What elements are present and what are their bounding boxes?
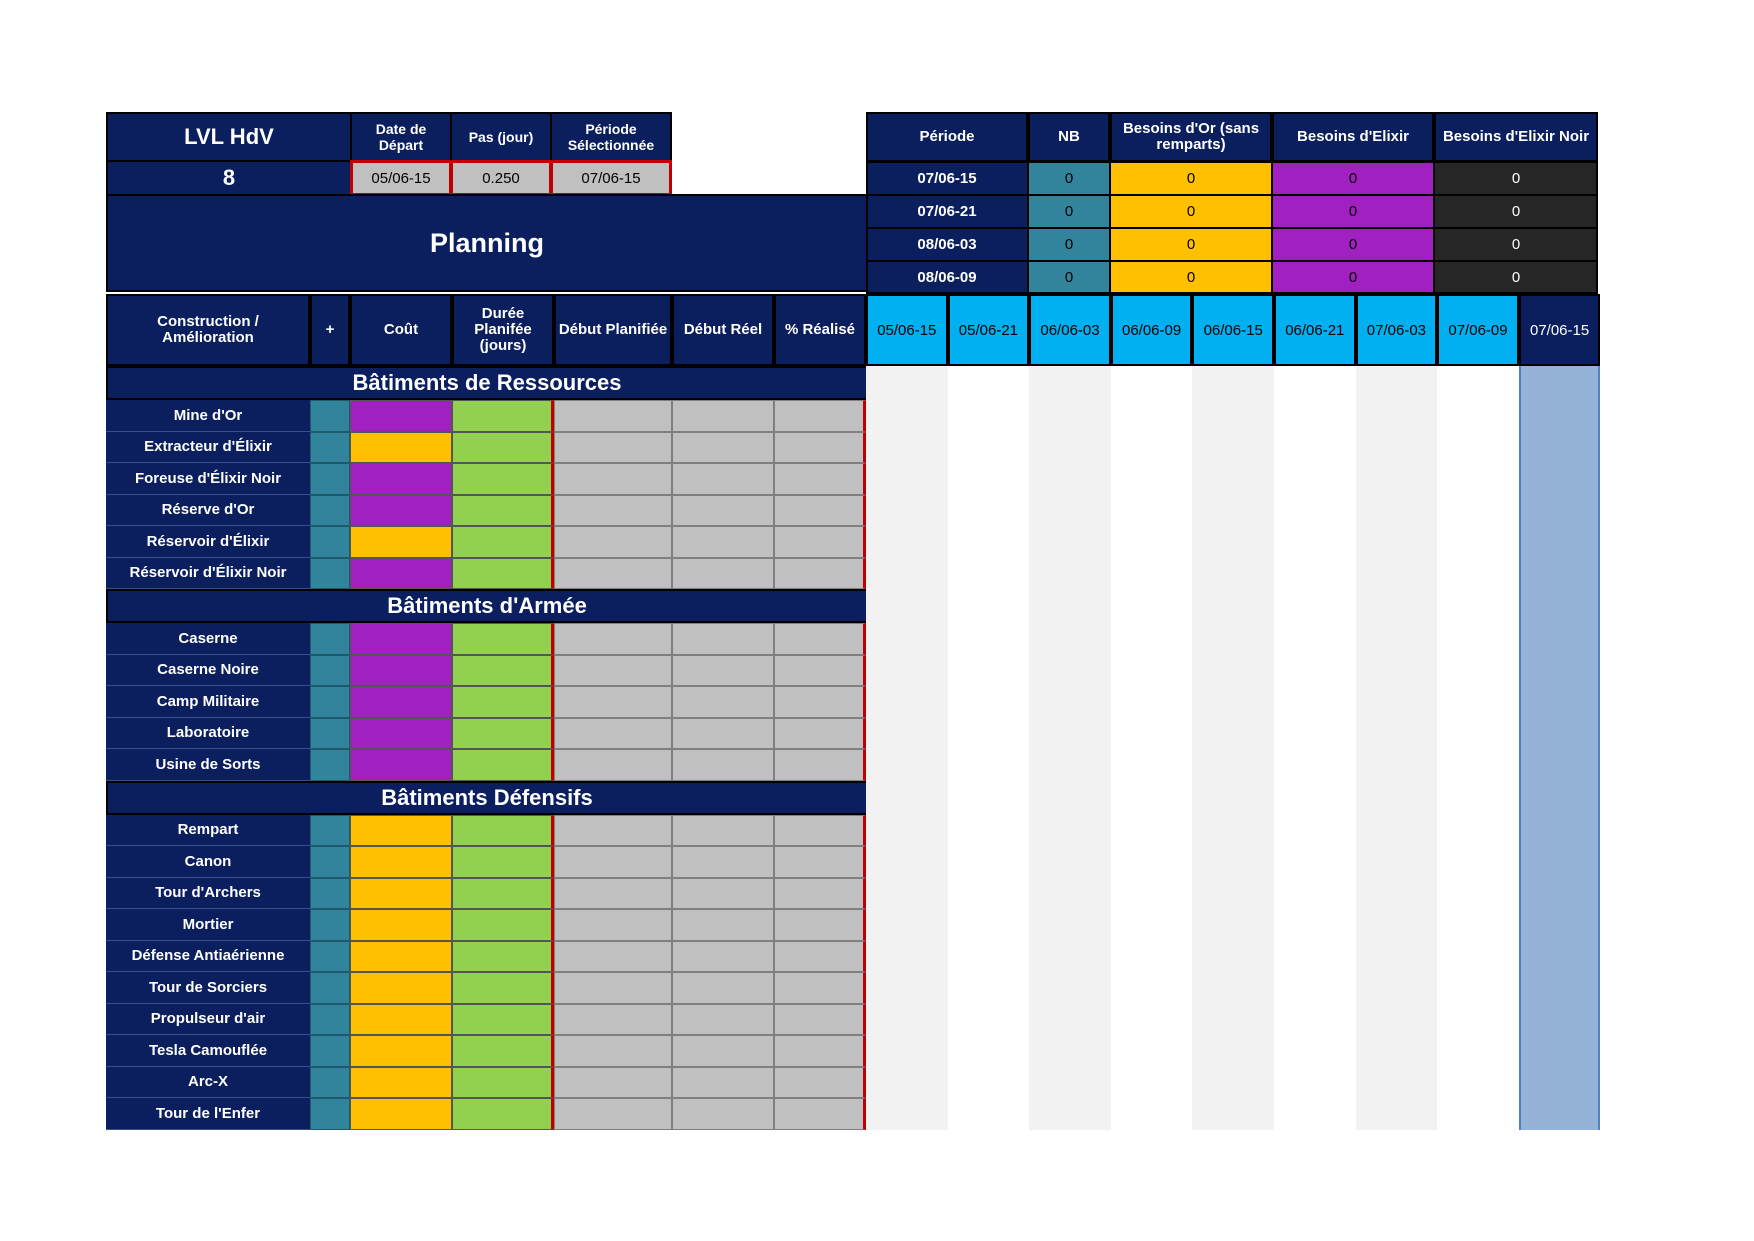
plus-cell[interactable] <box>310 972 350 1004</box>
debut-reel-cell[interactable] <box>672 1067 774 1099</box>
building-name: Réserve d'Or <box>106 495 310 527</box>
duration-cell[interactable] <box>452 463 554 495</box>
realise-cell[interactable] <box>774 1067 866 1099</box>
plus-cell[interactable] <box>310 1004 350 1036</box>
debut-reel-cell[interactable] <box>672 495 774 527</box>
cost-cell[interactable] <box>350 686 452 718</box>
duration-cell[interactable] <box>452 941 554 973</box>
plus-cell[interactable] <box>310 623 350 655</box>
building-name: Tesla Camouflée <box>106 1035 310 1067</box>
duration-cell[interactable] <box>452 1035 554 1067</box>
plus-cell[interactable] <box>310 400 350 432</box>
duration-cell[interactable] <box>452 972 554 1004</box>
debut-reel-cell[interactable] <box>672 558 774 590</box>
cost-cell[interactable] <box>350 815 452 847</box>
cost-cell[interactable] <box>350 718 452 750</box>
pas-jour-input[interactable]: 0.250 <box>450 160 552 196</box>
summary-nb-cell: 0 <box>1028 162 1110 195</box>
plus-cell[interactable] <box>310 495 350 527</box>
column-header-duree: Durée Planifée (jours) <box>452 294 554 366</box>
summary-elixir-cell: 0 <box>1272 162 1434 195</box>
debut-planifiee-cell <box>554 526 672 558</box>
lvl-hdv-value[interactable]: 8 <box>106 160 352 196</box>
column-header-debut-planifiee: Début Planifiée <box>554 294 672 366</box>
timeline-period[interactable]: 07/06-03 <box>1356 294 1438 366</box>
cost-cell[interactable] <box>350 1098 452 1130</box>
column-header-cout: Coût <box>350 294 452 366</box>
column-header-plus: + <box>310 294 350 366</box>
realise-cell[interactable] <box>774 558 866 590</box>
realise-cell[interactable] <box>774 655 866 687</box>
summary-noir-cell: 0 <box>1434 162 1598 195</box>
duration-cell[interactable] <box>452 815 554 847</box>
realise-cell[interactable] <box>774 623 866 655</box>
debut-reel-cell[interactable] <box>672 686 774 718</box>
cost-cell[interactable] <box>350 1035 452 1067</box>
building-name: Camp Militaire <box>106 686 310 718</box>
timeline-column-selected <box>1519 366 1601 1130</box>
debut-planifiee-cell <box>554 686 672 718</box>
debut-planifiee-cell <box>554 463 672 495</box>
debut-reel-cell[interactable] <box>672 815 774 847</box>
debut-planifiee-cell <box>554 495 672 527</box>
pas-jour-label: Pas (jour) <box>450 112 552 162</box>
cost-cell[interactable] <box>350 623 452 655</box>
timeline-column <box>1192 366 1274 1130</box>
section-title: Bâtiments Défensifs <box>106 781 868 815</box>
plus-cell[interactable] <box>310 1035 350 1067</box>
realise-cell[interactable] <box>774 1098 866 1130</box>
summary-header-periode: Période <box>866 112 1028 162</box>
duration-cell[interactable] <box>452 878 554 910</box>
timeline-column <box>1356 366 1438 1130</box>
realise-cell[interactable] <box>774 1035 866 1067</box>
timeline-period[interactable]: 05/06-21 <box>948 294 1030 366</box>
summary-or-cell: 0 <box>1110 162 1272 195</box>
debut-planifiee-cell <box>554 749 672 781</box>
cost-cell[interactable] <box>350 432 452 464</box>
timeline-period[interactable]: 06/06-15 <box>1192 294 1274 366</box>
building-name: Extracteur d'Élixir <box>106 432 310 464</box>
realise-cell[interactable] <box>774 1004 866 1036</box>
debut-reel-cell[interactable] <box>672 1035 774 1067</box>
building-name: Rempart <box>106 815 310 847</box>
plus-cell[interactable] <box>310 655 350 687</box>
realise-cell[interactable] <box>774 846 866 878</box>
building-name: Propulseur d'air <box>106 1004 310 1036</box>
debut-reel-cell[interactable] <box>672 463 774 495</box>
realise-cell[interactable] <box>774 909 866 941</box>
timeline-column <box>1274 366 1356 1130</box>
building-name: Laboratoire <box>106 718 310 750</box>
summary-periode-cell: 07/06-15 <box>866 162 1028 195</box>
duration-cell[interactable] <box>452 1098 554 1130</box>
timeline-period[interactable]: 05/06-15 <box>866 294 948 366</box>
section-title: Bâtiments d'Armée <box>106 589 868 623</box>
cost-cell[interactable] <box>350 846 452 878</box>
cost-cell[interactable] <box>350 1067 452 1099</box>
duration-cell[interactable] <box>452 846 554 878</box>
summary-or-cell: 0 <box>1110 261 1272 294</box>
building-name: Caserne <box>106 623 310 655</box>
summary-header-or: Besoins d'Or (sans remparts) <box>1110 112 1272 162</box>
building-name: Réservoir d'Élixir Noir <box>106 558 310 590</box>
debut-reel-cell[interactable] <box>672 1098 774 1130</box>
realise-cell[interactable] <box>774 972 866 1004</box>
summary-nb-cell: 0 <box>1028 261 1110 294</box>
plus-cell[interactable] <box>310 718 350 750</box>
periode-selectionnee-label: Période Sélectionnée <box>550 112 672 162</box>
realise-cell[interactable] <box>774 718 866 750</box>
plus-cell[interactable] <box>310 1067 350 1099</box>
debut-planifiee-cell <box>554 878 672 910</box>
timeline-column <box>1437 366 1519 1130</box>
realise-cell[interactable] <box>774 749 866 781</box>
debut-planifiee-cell <box>554 1098 672 1130</box>
column-header-construction: Construction / Amélioration <box>106 294 310 366</box>
summary-header-noir: Besoins d'Elixir Noir <box>1434 112 1598 162</box>
date-depart-input[interactable]: 05/06-15 <box>350 160 452 196</box>
debut-reel-cell[interactable] <box>672 909 774 941</box>
cost-cell[interactable] <box>350 941 452 973</box>
debut-reel-cell[interactable] <box>672 400 774 432</box>
duration-cell[interactable] <box>452 655 554 687</box>
duration-cell[interactable] <box>452 623 554 655</box>
building-name: Tour de Sorciers <box>106 972 310 1004</box>
duration-cell[interactable] <box>452 558 554 590</box>
debut-planifiee-cell <box>554 655 672 687</box>
duration-cell[interactable] <box>452 1067 554 1099</box>
debut-planifiee-cell <box>554 400 672 432</box>
plus-cell[interactable] <box>310 1098 350 1130</box>
building-name: Canon <box>106 846 310 878</box>
plus-cell[interactable] <box>310 686 350 718</box>
debut-planifiee-cell <box>554 909 672 941</box>
plus-cell[interactable] <box>310 749 350 781</box>
debut-planifiee-cell <box>554 941 672 973</box>
building-name: Défense Antiaérienne <box>106 941 310 973</box>
plus-cell[interactable] <box>310 878 350 910</box>
debut-reel-cell[interactable] <box>672 718 774 750</box>
summary-noir-cell: 0 <box>1434 228 1598 261</box>
summary-elixir-cell: 0 <box>1272 195 1434 228</box>
debut-reel-cell[interactable] <box>672 941 774 973</box>
building-name: Foreuse d'Élixir Noir <box>106 463 310 495</box>
debut-reel-cell[interactable] <box>672 432 774 464</box>
debut-reel-cell[interactable] <box>672 846 774 878</box>
duration-cell[interactable] <box>452 400 554 432</box>
summary-periode-cell: 08/06-09 <box>866 261 1028 294</box>
duration-cell[interactable] <box>452 432 554 464</box>
debut-reel-cell[interactable] <box>672 655 774 687</box>
summary-noir-cell: 0 <box>1434 261 1598 294</box>
debut-reel-cell[interactable] <box>672 623 774 655</box>
date-depart-label: Date de Départ <box>350 112 452 162</box>
debut-planifiee-cell <box>554 846 672 878</box>
duration-cell[interactable] <box>452 749 554 781</box>
summary-periode-cell: 08/06-03 <box>866 228 1028 261</box>
debut-reel-cell[interactable] <box>672 749 774 781</box>
timeline-column <box>1111 366 1193 1130</box>
cost-cell[interactable] <box>350 495 452 527</box>
duration-cell[interactable] <box>452 526 554 558</box>
column-header-debut-reel: Début Réel <box>672 294 774 366</box>
debut-planifiee-cell <box>554 1067 672 1099</box>
realise-cell[interactable] <box>774 941 866 973</box>
duration-cell[interactable] <box>452 495 554 527</box>
duration-cell[interactable] <box>452 1004 554 1036</box>
plus-cell[interactable] <box>310 846 350 878</box>
cost-cell[interactable] <box>350 463 452 495</box>
debut-reel-cell[interactable] <box>672 1004 774 1036</box>
plus-cell[interactable] <box>310 558 350 590</box>
debut-planifiee-cell <box>554 1004 672 1036</box>
cost-cell[interactable] <box>350 400 452 432</box>
timeline-column <box>1029 366 1111 1130</box>
cost-cell[interactable] <box>350 878 452 910</box>
building-name: Tour d'Archers <box>106 878 310 910</box>
building-name: Arc-X <box>106 1067 310 1099</box>
debut-reel-cell[interactable] <box>672 878 774 910</box>
column-header-realise: % Réalisé <box>774 294 866 366</box>
realise-cell[interactable] <box>774 526 866 558</box>
cost-cell[interactable] <box>350 1004 452 1036</box>
realise-cell[interactable] <box>774 878 866 910</box>
timeline-column <box>948 366 1030 1130</box>
duration-cell[interactable] <box>452 686 554 718</box>
debut-planifiee-cell <box>554 972 672 1004</box>
summary-or-cell: 0 <box>1110 228 1272 261</box>
summary-header-nb: NB <box>1028 112 1110 162</box>
cost-cell[interactable] <box>350 558 452 590</box>
building-name: Réservoir d'Élixir <box>106 526 310 558</box>
summary-nb-cell: 0 <box>1028 195 1110 228</box>
timeline-period-selected[interactable]: 07/06-15 <box>1519 294 1601 366</box>
cost-cell[interactable] <box>350 749 452 781</box>
debut-planifiee-cell <box>554 623 672 655</box>
plus-cell[interactable] <box>310 432 350 464</box>
cost-cell[interactable] <box>350 655 452 687</box>
timeline-period[interactable]: 06/06-21 <box>1274 294 1356 366</box>
periode-selectionnee-input[interactable]: 07/06-15 <box>550 160 672 196</box>
timeline-period[interactable]: 07/06-09 <box>1437 294 1519 366</box>
debut-reel-cell[interactable] <box>672 526 774 558</box>
summary-periode-cell: 07/06-21 <box>866 195 1028 228</box>
summary-elixir-cell: 0 <box>1272 228 1434 261</box>
realise-cell[interactable] <box>774 400 866 432</box>
summary-or-cell: 0 <box>1110 195 1272 228</box>
debut-planifiee-cell <box>554 1035 672 1067</box>
building-name: Mine d'Or <box>106 400 310 432</box>
summary-nb-cell: 0 <box>1028 228 1110 261</box>
cost-cell[interactable] <box>350 526 452 558</box>
building-name: Usine de Sorts <box>106 749 310 781</box>
timeline-period[interactable]: 06/06-09 <box>1111 294 1193 366</box>
cost-cell[interactable] <box>350 909 452 941</box>
building-name: Mortier <box>106 909 310 941</box>
plus-cell[interactable] <box>310 526 350 558</box>
building-name: Tour de l'Enfer <box>106 1098 310 1130</box>
timeline-column <box>866 366 948 1130</box>
plus-cell[interactable] <box>310 941 350 973</box>
section-title: Bâtiments de Ressources <box>106 366 868 400</box>
summary-elixir-cell: 0 <box>1272 261 1434 294</box>
timeline-period[interactable]: 06/06-03 <box>1029 294 1111 366</box>
duration-cell[interactable] <box>452 909 554 941</box>
realise-cell[interactable] <box>774 432 866 464</box>
debut-planifiee-cell <box>554 432 672 464</box>
realise-cell[interactable] <box>774 495 866 527</box>
debut-planifiee-cell <box>554 558 672 590</box>
realise-cell[interactable] <box>774 463 866 495</box>
realise-cell[interactable] <box>774 686 866 718</box>
debut-reel-cell[interactable] <box>672 972 774 1004</box>
plus-cell[interactable] <box>310 909 350 941</box>
summary-header-elixir: Besoins d'Elixir <box>1272 112 1434 162</box>
debut-planifiee-cell <box>554 718 672 750</box>
plus-cell[interactable] <box>310 463 350 495</box>
planning-title: Planning <box>106 194 868 292</box>
duration-cell[interactable] <box>452 718 554 750</box>
building-name: Caserne Noire <box>106 655 310 687</box>
summary-noir-cell: 0 <box>1434 195 1598 228</box>
realise-cell[interactable] <box>774 815 866 847</box>
lvl-hdv-label: LVL HdV <box>106 112 352 162</box>
plus-cell[interactable] <box>310 815 350 847</box>
debut-planifiee-cell <box>554 815 672 847</box>
cost-cell[interactable] <box>350 972 452 1004</box>
